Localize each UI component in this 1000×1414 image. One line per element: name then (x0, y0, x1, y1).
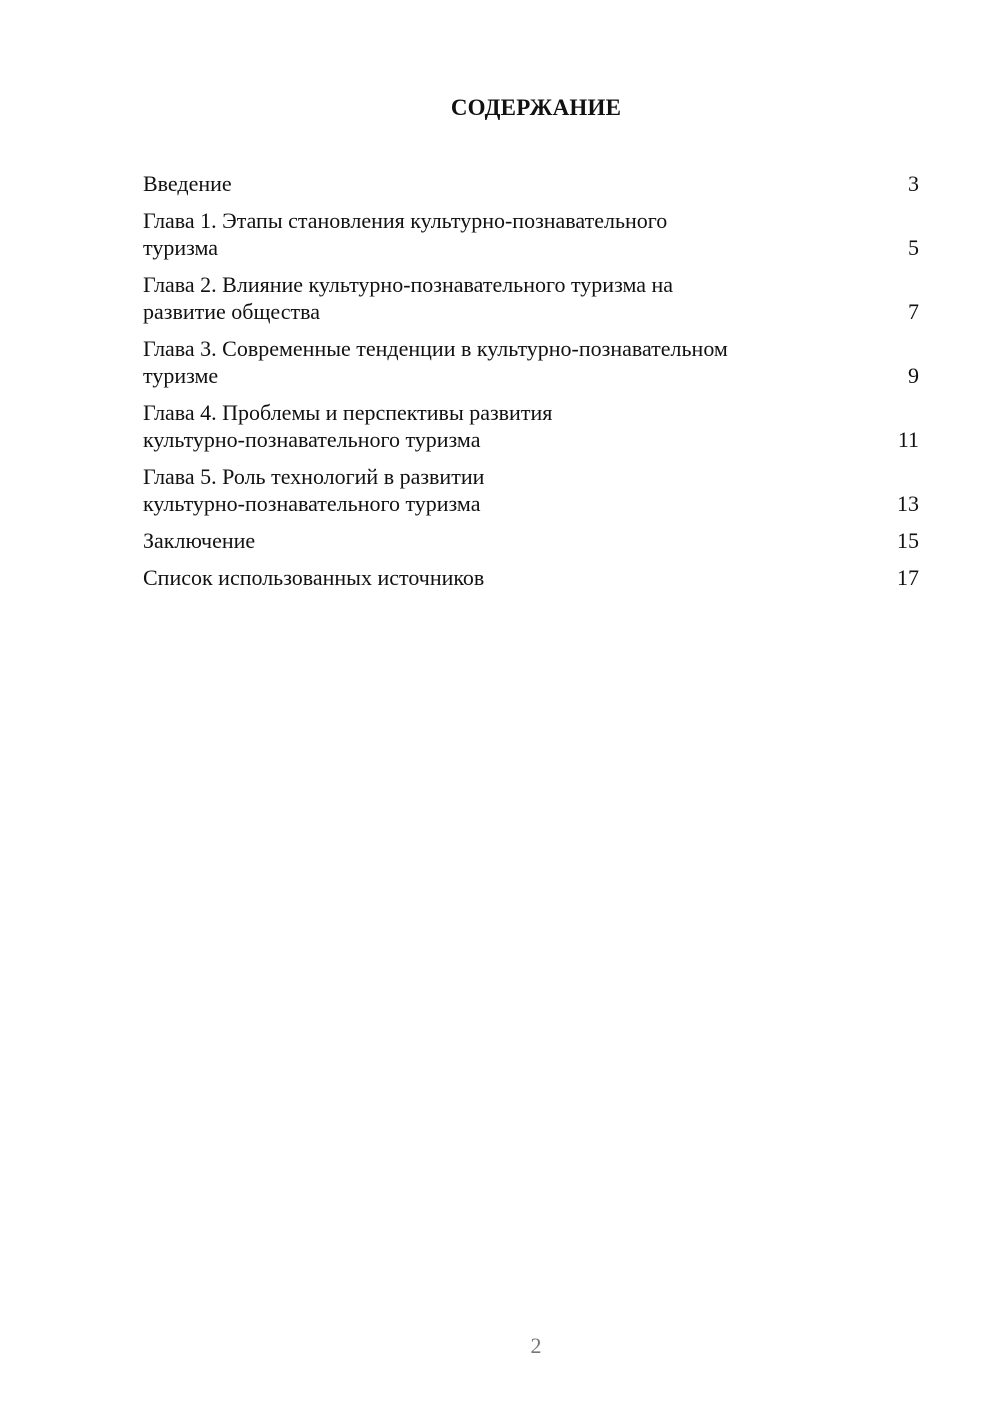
toc-entry-page: 13 (897, 491, 919, 516)
toc-entry-title: Введение (143, 171, 232, 196)
toc-entry-page: 3 (908, 171, 919, 196)
page-number: 2 (530, 1333, 542, 1358)
toc-entry-title: Глава 3. Современные тенденции в культурно-познавательном туризме (143, 336, 728, 388)
toc-entry-title: Глава 1. Этапы становления культурно-познавательного туризма (143, 208, 668, 260)
toc-entry-conclusion[interactable] (143, 527, 919, 554)
toc-entry-introduction[interactable] (143, 170, 919, 197)
toc-entry-chapter-5[interactable] (143, 463, 919, 517)
toc-entry-title: Глава 4. Проблемы и перспективы развития культурно-познавательного туризма (143, 400, 553, 452)
toc-entry-page: 17 (897, 565, 919, 590)
page-title: СОДЕРЖАНИЕ (450, 95, 622, 120)
toc-entry-page: 7 (908, 299, 919, 324)
toc-entry-page: 15 (897, 528, 919, 553)
toc-entry-page: 11 (897, 427, 919, 452)
toc-entry-chapter-3[interactable] (143, 335, 919, 389)
toc-entry-title: Заключение (143, 528, 256, 553)
toc-entry-page: 5 (908, 235, 919, 260)
toc-entry-chapter-1[interactable] (143, 207, 919, 261)
toc-entry-title: Список использованных источников (143, 565, 485, 590)
toc-entry-title: Глава 2. Влияние культурно-познавательного туризма на развитие общества (143, 272, 674, 324)
toc-entry-chapter-4[interactable] (143, 399, 919, 453)
toc-entry-title: Глава 5. Роль технологий в развитии культурно-познавательного туризма (143, 464, 485, 516)
toc-entry-chapter-2[interactable] (143, 271, 919, 325)
table-of-contents (143, 170, 919, 601)
toc-entry-references[interactable] (143, 564, 919, 591)
toc-entry-page: 9 (908, 363, 919, 388)
